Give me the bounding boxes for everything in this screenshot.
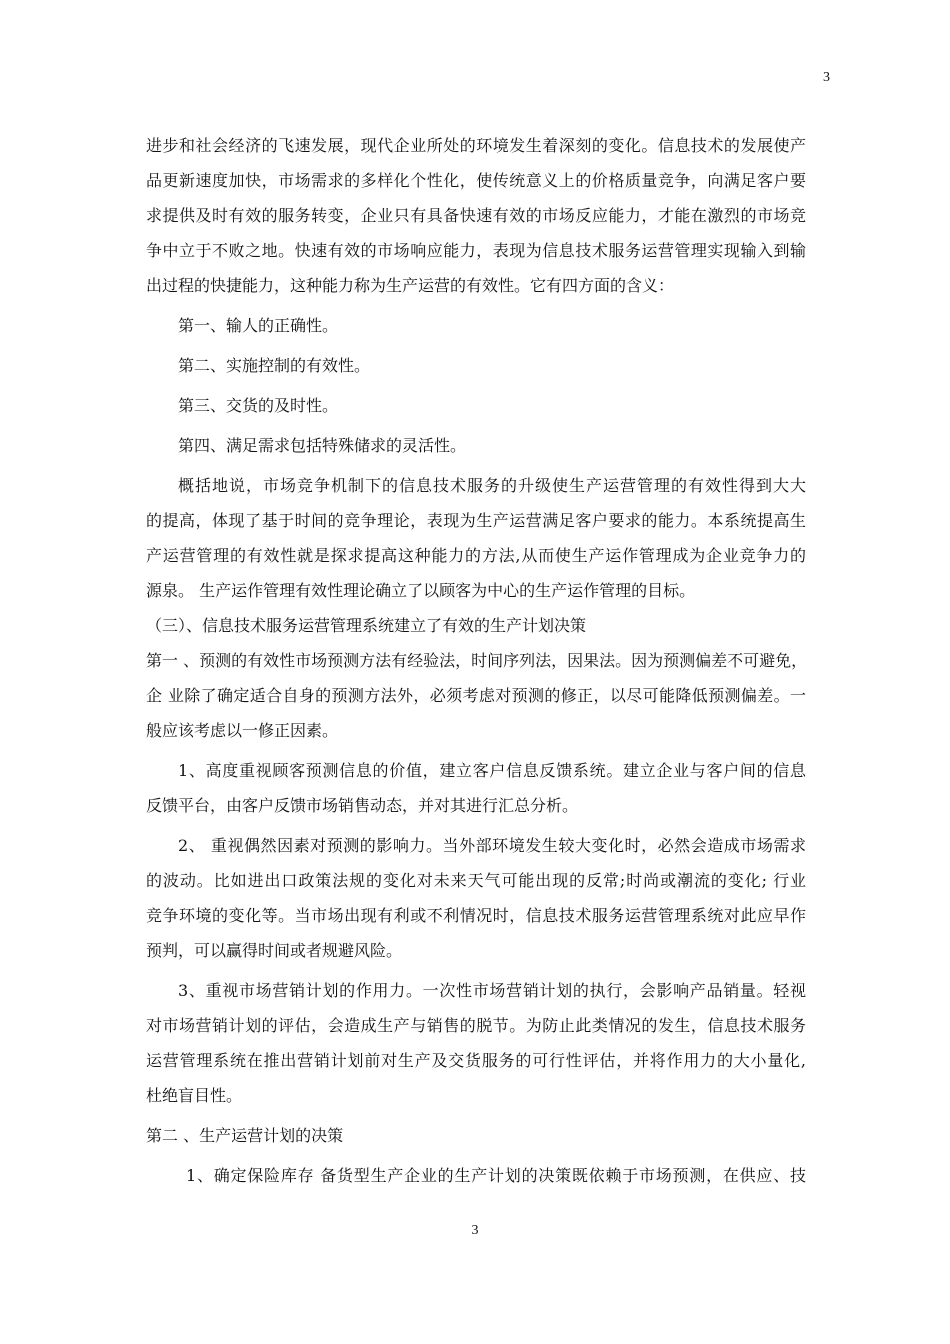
text-line: 出过程的快捷能力，这种能力称为生产运营的有效性。它有四方面的含义： [146,276,675,295]
paragraph-point-2 [146,828,806,968]
text-line: 预判，可以赢得时间或者规避风险。 [146,941,403,960]
text-line: 第一 、预测的有效性市场预测方法有经验法，时间序列法，因果法。因为预测偏差不可避免， [146,651,808,670]
section-heading-3: （三）、信息技术服务运营管理系统建立了有效的生产计划决策 [146,616,587,635]
paragraph-point-3 [146,973,806,1113]
list-item-fourth: 第四、满足需求包括特殊储求的灵活性。 [178,436,467,455]
text-line: 企 业除了确定适合自身的预测方法外，必须考虑对预测的修正，以尽可能降低预测偏差。一 [146,686,806,705]
text-line: 的波动。比如进出口政策法规的变化对未来天气可能出现的反常;时尚或潮流的变化; 行业 [146,871,806,890]
section-heading-4: 第二 、生产运营计划的决策 [146,1126,344,1145]
paragraph-forecast [146,643,806,748]
text-line: 反馈平台，由客户反馈市场销售动态，并对其进行汇总分析。 [146,796,579,815]
text-line: 1、高度重视顾客预测信息的价值，建立客户信息反馈系统。建立企业与客户间的信息 [178,761,806,780]
text-line: 2、 重视偶然因素对预测的影响力。当外部环境发生较大变化时，必然会造成市场需求 [178,836,806,855]
list-item-second: 第二、实施控制的有效性。 [178,356,371,375]
document-body [146,128,806,1193]
page-number-bottom: 3 [471,1223,479,1238]
text-line: 1、确定保险库存 备货型生产企业的生产计划的决策既依赖于市场预测，在供应、技 [186,1166,806,1185]
text-line: 的提高，体现了基于时间的竞争理论，表现为生产运营满足客户要求的能力。本系统提高生 [146,511,806,530]
paragraph-safety-stock [146,1158,806,1193]
text-line: 进步和社会经济的飞速发展，现代企业所处的环境发生着深刻的变化。信息技术的发展使产 [146,136,806,155]
text-line: 品更新速度加快，市场需求的多样化个性化，使传统意义上的价格质量竞争，向满足客户要 [146,171,806,190]
text-line: 概括地说，市场竞争机制下的信息技术服务的升级使生产运营管理的有效性得到大大 [178,476,806,495]
text-line: 竞争环境的变化等。当市场出现有利或不利情况时，信息技术服务运营管理系统对此应早作 [146,906,806,925]
list-item-third: 第三、交货的及时性。 [178,396,339,415]
text-line: 3、重视市场营销计划的作用力。一次性市场营销计划的执行，会影响产品销量。轻视 [178,981,806,1000]
text-line: 般应该考虑以一修正因素。 [146,721,339,740]
paragraph-summary [146,468,806,608]
page-number-top: 3 [823,70,830,85]
text-line: 运营管理系统在推出营销计划前对生产及交货服务的可行性评估，并将作用力的大小量化, [146,1051,806,1070]
text-line: 源泉。 生产运作管理有效性理论确立了以顾客为中心的生产运作管理的目标。 [146,581,696,600]
text-line: 争中立于不败之地。快速有效的市场响应能力，表现为信息技术服务运营管理实现输入到输 [146,241,806,260]
paragraph-intro [146,128,806,303]
paragraph-point-1 [146,753,806,823]
list-item-first: 第一、输人的正确性。 [178,316,339,335]
text-line: 对市场营销计划的评估，会造成生产与销售的脱节。为防止此类情况的发生，信息技术服务 [146,1016,806,1035]
text-line: 产运营管理的有效性就是探求提高这种能力的方法,从而使生产运作管理成为企业竞争力的 [146,546,806,565]
text-line: 求提供及时有效的服务转变，企业只有具备快速有效的市场反应能力，才能在激烈的市场竞 [146,206,806,225]
text-line: 杜绝盲目性。 [146,1086,243,1105]
